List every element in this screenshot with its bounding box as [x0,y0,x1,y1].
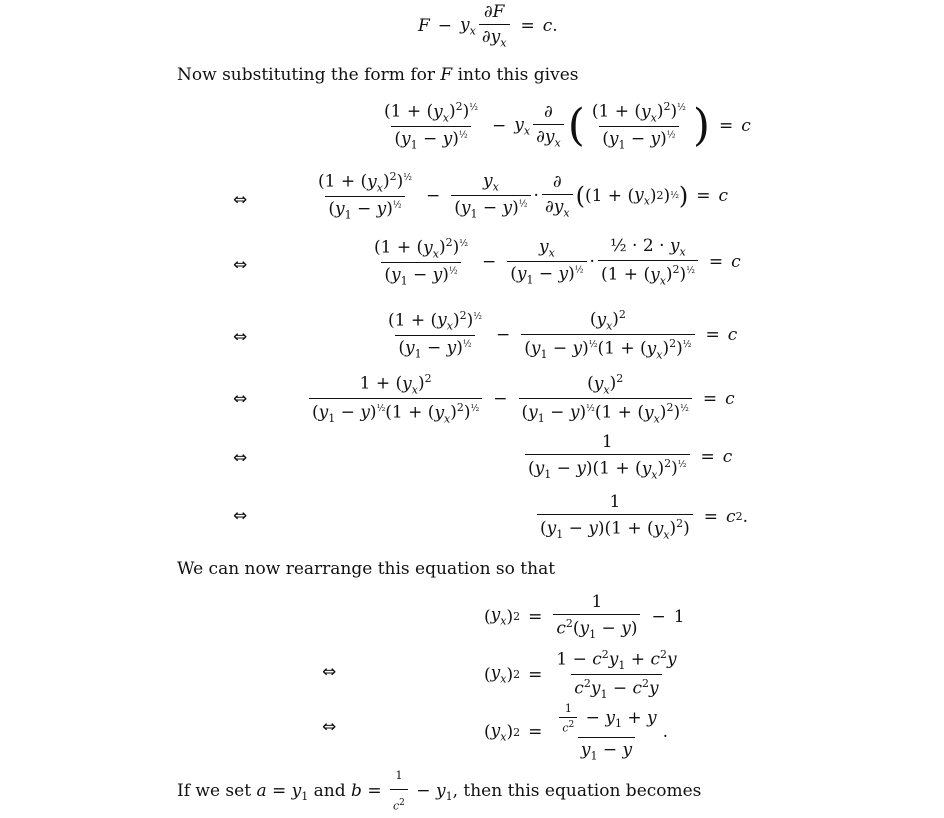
iff-symbol: ⇔ [233,506,248,526]
iff-symbol: ⇔ [322,717,337,737]
equation-derivation-5: $\frac{1 + (y_x)^2}{(y_1 - y)^{\frac{1}{2}}(1 + (y_x)^2)^{\frac{1}{2}}}$ − $\frac{(y_x)^2}{(y_1 - y)^{\frac{1}{2}}(1 + (y_x)^2)^{\frac{1}{2}}}$ = c [306,372,735,425]
iff-symbol: ⇔ [322,662,337,682]
iff-symbol: ⇔ [233,190,248,210]
equation-rearranged-1: ( $y_x$ ) 2 = $\frac{1}{c^2(y_1 - y)}$ − 1 [484,592,685,642]
equation-derivation-4: $\frac{(1 + (y_x)^2)^{\frac{1}{2}}}{(y_1 - y)^{\frac{1}{2}}}$ − $\frac{(y_x)^2}{(y_1 - y)^{\frac{1}{2}}(1 + (y_x)^2)^{\frac{1}{2}}}$ = c [388,308,738,362]
equation-derivation-7: $\frac{1}{(y_1 - y)(1 + (y_x)^2)}$ = c 2 . [534,492,748,541]
iff-symbol: ⇔ [233,255,248,275]
equation-derivation-3: $\frac{(1 + (y_x)^2)^{\frac{1}{2}}}{(y_1 - y)^{\frac{1}{2}}}$ − $\frac{y_x}{(y_1 - y)^{\frac{1}{2}}}$ · $\frac{\frac{1}{2} \cdot 2 \cdot y_x}{(1 + (y_x)^2)^{\frac{1}{2}}}$ = c [374,236,741,288]
paragraph-1: Now substituting the form for F into this gives [177,65,579,85]
equation-derivation-2: $\frac{(1 + (y_x)^2)^{\frac{1}{2}}}{(y_1 - y)^{\frac{1}{2}}}$ − $\frac{y_x}{(y_1 - y)^{\frac{1}{2}}}$ · $\frac{\partial}{\partial y_x}$ ( (1 + ( $y_x$ ) 2 ) ½ ) = c [318,170,729,222]
equation-derivation-1: $\frac{(1 + (y_x)^2)^{\frac{1}{2}}}{(y_1 - y)^{\frac{1}{2}}}$ − $y_x$ $\frac{\partial}{\partial y_x}$ ( $\frac{(1 + (y_x)^2)^{\frac{1}{2}}}{(y_1 - y)^{\frac{1}{2}}}$ ) = c [384,99,751,152]
equation-derivation-6: $\frac{1}{(y_1 - y)(1 + (y_x)^2)^{\frac{1}{2}}}$ = c [522,432,732,481]
iff-symbol: ⇔ [233,448,248,468]
iff-symbol: ⇔ [233,389,248,409]
equation-top: F − $y_x$ $\frac{\partial F}{\partial y_x}$ = c . [418,2,558,50]
paragraph-2: We can now rearrange this equation so that [177,559,556,579]
iff-symbol: ⇔ [233,327,248,347]
equation-rearranged-3: ( $y_x$ ) 2 = $\frac{1}{c^2}$ − $y_1 + y$ $y_1 - y$ . [484,702,669,763]
equation-rearranged-2: ( $y_x$ ) 2 = $\frac{1 - c^2y_1 + c^2y}{c^2y_1 - c^2y}$ [484,648,677,702]
paragraph-3: If we set $a = y_1$ and b = $\frac{1}{c^2}$ − $y_1$, then this equation becomes [177,765,701,818]
